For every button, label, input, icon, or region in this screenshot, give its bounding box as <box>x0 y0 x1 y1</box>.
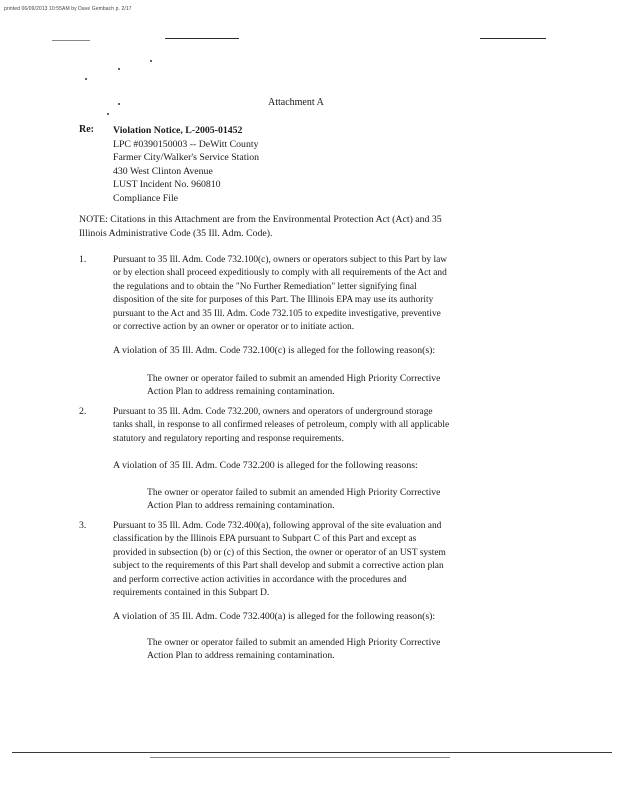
note-line: NOTE: Citations in this Attachment are from the Environmental Protection Act (Act) and 35 <box>79 214 442 225</box>
scan-speck <box>118 68 120 70</box>
item-line: disposition of the site for purposes of this Part. The Illinois EPA may use its authority <box>113 295 434 306</box>
item-line: or corrective action by an owner or operator or to initiate action. <box>113 322 355 333</box>
item-line: classification by the Illinois EPA pursuant to Subpart C of this Part and except as <box>113 534 417 545</box>
scan-line-bottom-2 <box>150 757 450 758</box>
note-block <box>79 213 539 240</box>
item-number: 1. <box>79 254 87 265</box>
scan-line-top-left <box>52 40 90 41</box>
re-line-address: 430 West Clinton Avenue <box>113 165 213 177</box>
scan-line-top-right <box>480 38 546 39</box>
item-line: Pursuant to 35 Ill. Adm. Code 732.400(a), following approval of the site evaluation and <box>113 521 442 531</box>
re-line-violation-notice: Violation Notice, L-2005-01452 <box>113 125 243 136</box>
re-line-site: Farmer City/Walker's Service Station <box>113 152 259 163</box>
item-3-reason <box>147 636 440 663</box>
reason-line: Action Plan to address remaining contamination. <box>147 386 335 398</box>
item-line: requirements contained in this Subpart D. <box>113 588 270 599</box>
re-line-incident: LUST Incident No. 960810 <box>113 179 221 190</box>
re-block <box>113 124 259 205</box>
re-line-file: Compliance File <box>113 192 179 204</box>
reason-line: Action Plan to address remaining contamination. <box>147 500 335 512</box>
item-line: or by election shall proceed expeditiously to comply with all requirements of the Act and <box>113 268 447 279</box>
reason-line: The owner or operator failed to submit an amended High Priority Corrective <box>147 373 441 384</box>
scan-speck <box>118 103 120 105</box>
scan-speck <box>107 113 109 115</box>
reason-line: The owner or operator failed to submit an amended High Priority Corrective <box>147 637 441 648</box>
scan-speck <box>150 60 152 62</box>
page-title: Attachment A <box>268 97 324 108</box>
item-1-paragraph <box>113 254 447 334</box>
item-line: pursuant to the Act and 35 Ill. Adm. Code 732.105 to expedite investigative, preventive <box>113 308 441 319</box>
item-line: statutory and regulatory reporting and response requirements. <box>113 433 344 444</box>
scan-line-top <box>165 38 239 39</box>
item-2-paragraph <box>113 406 449 446</box>
item-1-reason <box>147 372 440 399</box>
item-3-paragraph <box>113 520 446 600</box>
item-line: subject to the requirements of this Part shall develop and submit a corrective action plan <box>113 561 444 572</box>
item-2-reason <box>147 486 440 513</box>
reason-line: The owner or operator failed to submit an amended High Priority Corrective <box>147 487 441 498</box>
re-line-lpc: LPC #0390150003 -- DeWitt County <box>113 138 259 150</box>
item-number: 3. <box>79 520 87 531</box>
item-2-violation: A violation of 35 Ill. Adm. Code 732.200 is alleged for the following reasons: <box>113 460 418 471</box>
item-3-violation: A violation of 35 Ill. Adm. Code 732.400(a) is alleged for the following reason(s): <box>113 611 436 622</box>
note-line: Illinois Administrative Code (35 Ill. Adm. Code). <box>79 227 273 239</box>
scan-speck <box>85 78 87 80</box>
item-line: the regulations and to obtain the "No Further Remediation" letter signifying final <box>113 281 417 292</box>
item-1-violation: A violation of 35 Ill. Adm. Code 732.100(c) is alleged for the following reason(s): <box>113 345 436 356</box>
print-header: printed 06/09/2013 10:55AM by Dave Gembach p. 2/17 <box>4 6 132 12</box>
item-line: Pursuant to 35 Ill. Adm. Code 732.100(c), owners or operators subject to this Part by law <box>113 255 448 265</box>
reason-line: Action Plan to address remaining contamination. <box>147 650 335 662</box>
re-label: Re: <box>79 124 94 135</box>
item-number: 2. <box>79 406 87 417</box>
item-line: provided in subsection (b) or (c) of this Section, the owner or operator of an UST system <box>113 547 446 558</box>
item-line: and perform corrective action activities in accordance with the procedures and <box>113 574 407 585</box>
item-line: Pursuant to 35 Ill. Adm. Code 732.200, owners and operators of underground storage <box>113 407 433 417</box>
item-line: tanks shall, in response to all confirmed releases of petroleum, comply with all applicable <box>113 420 450 431</box>
scan-line-bottom <box>12 752 612 753</box>
